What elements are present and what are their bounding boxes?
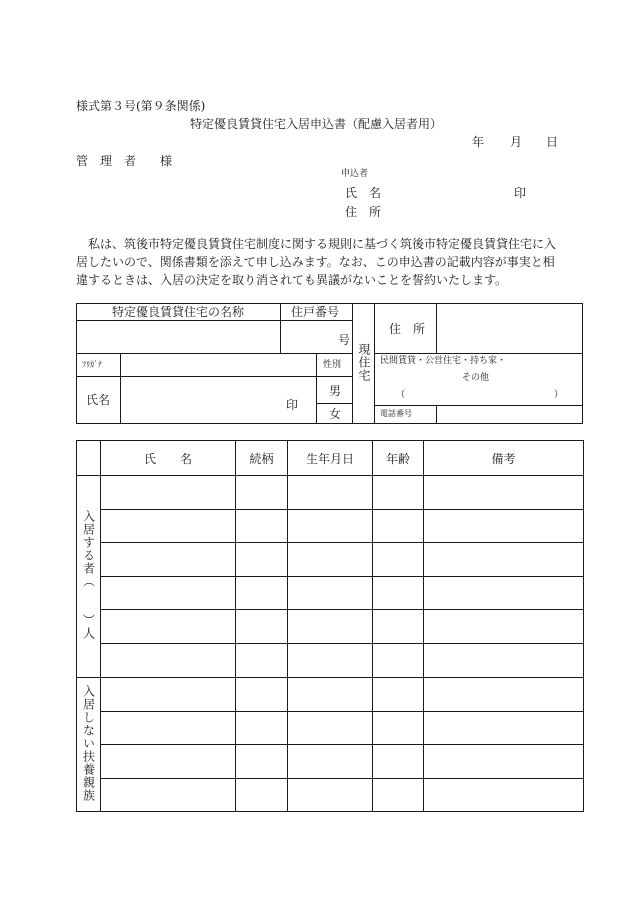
col-relation: 続柄 [236,441,288,476]
table-rule [374,405,583,406]
applicant-name-label: 氏 名 [345,186,382,200]
table-rule [352,303,353,424]
table-cell[interactable] [236,745,288,779]
table-rule [280,303,281,354]
applicant-label: 申込者 [341,169,369,179]
table-cell[interactable] [236,543,288,577]
table-cell[interactable] [424,543,584,577]
form-title: 特定優良賃貸住宅入居申込書（配慮入居者用） [190,117,443,131]
table-cell[interactable] [424,610,584,644]
furigana-label: ﾌﾘｶﾞﾅ [82,360,102,369]
table-rule [436,303,437,354]
property-name-label: 特定優良賃貸住宅の名称 [112,305,245,319]
table-row [77,610,584,644]
table-row [77,644,584,678]
header-corner [77,441,101,476]
table-cell[interactable] [424,577,584,610]
applicant-address-label: 住 所 [345,205,382,219]
table-cell[interactable] [236,678,288,712]
table-cell[interactable] [424,510,584,543]
name-seal: 印 [286,398,299,412]
table-cell[interactable] [101,577,236,610]
table-cell[interactable] [236,779,288,812]
table-cell[interactable] [236,610,288,644]
unit-number-label: 住戸番号 [291,305,340,319]
table-cell[interactable] [101,476,236,510]
paren-close: ） [554,390,564,400]
table-cell[interactable] [101,678,236,712]
table-border [76,303,77,424]
table-cell[interactable] [373,745,424,779]
current-residence-label: 現住宅 [357,343,371,382]
addressee: 管 理 者 様 [76,154,173,168]
table-cell[interactable] [373,712,424,745]
table-row [77,543,584,577]
pledge-line-2: 居したいので、関係書類を添えて申し込みます。なお、この申込書の記載内容が事実と相 [76,255,555,269]
form-number: 様式第３号(第９条関係) [76,99,206,113]
table-rule [316,353,317,424]
table-cell[interactable] [288,745,373,779]
table-row [77,510,584,543]
table-rule [76,376,352,377]
table-cell[interactable] [424,712,584,745]
table-cell[interactable] [288,577,373,610]
table-cell[interactable] [424,779,584,812]
table-cell[interactable] [373,510,424,543]
table-cell[interactable] [288,779,373,812]
col-name: 氏 名 [101,441,236,476]
pledge-line-1: 私は、筑後市特定優良賃貸住宅制度に関する規則に基づく筑後市特定優良賃貸住宅に入 [88,237,557,251]
table-cell[interactable] [288,543,373,577]
table-cell[interactable] [288,476,373,510]
pledge-line-3: 違するときは、入居の決定を取り消されても異議がないことを誓約いたします。 [76,273,508,287]
table-cell[interactable] [101,712,236,745]
table-cell[interactable] [236,644,288,678]
table-border [76,423,583,424]
table-cell[interactable] [424,678,584,712]
dependents-group-label: 入居しない扶養親族 [77,678,101,812]
table-cell[interactable] [288,644,373,678]
table-cell[interactable] [101,543,236,577]
table-rule [76,353,352,354]
table-row [77,476,584,510]
gender-female: 女 [329,407,342,421]
table-cell[interactable] [373,610,424,644]
table-cell[interactable] [373,644,424,678]
table-cell[interactable] [101,745,236,779]
table-row [77,779,584,812]
table-rule [316,403,353,404]
table-row [77,577,584,610]
residents-group-label: 入居する者（ ）人 [77,476,101,678]
table-border [76,303,583,304]
applicant-info-table [76,303,583,424]
unit-suffix: 号 [338,333,351,347]
table-cell[interactable] [424,476,584,510]
current-address-label: 住 所 [389,322,426,336]
day-label: 日 [546,135,559,149]
table-cell[interactable] [373,779,424,812]
table-cell[interactable] [288,678,373,712]
table-row [77,745,584,779]
table-cell[interactable] [101,779,236,812]
table-cell[interactable] [236,510,288,543]
gender-label: 性別 [323,360,342,370]
table-cell[interactable] [288,712,373,745]
col-age: 年齢 [373,441,424,476]
table-cell[interactable] [101,610,236,644]
table-cell[interactable] [236,577,288,610]
year-label: 年 [472,135,485,149]
table-row [77,712,584,745]
month-label: 月 [510,135,523,149]
phone-label: 電話番号 [380,409,412,418]
applicant-name-cell-label: 氏名 [86,393,111,407]
table-cell[interactable] [424,644,584,678]
table-cell[interactable] [236,712,288,745]
table-cell[interactable] [236,476,288,510]
gender-male: 男 [329,384,342,398]
col-notes: 備考 [424,441,584,476]
table-header-row [77,441,584,476]
table-cell[interactable] [373,678,424,712]
table-cell[interactable] [288,610,373,644]
table-rule [120,353,121,424]
applicant-seal: 印 [514,186,527,200]
housing-types: 民間賃貸・公営住宅・持ち家・ [380,356,507,366]
table-cell[interactable] [373,577,424,610]
table-rule [76,320,352,321]
table-cell[interactable] [101,644,236,678]
table-rule [436,405,437,424]
table-cell[interactable] [101,510,236,543]
table-rule [374,353,583,354]
table-row [77,678,584,712]
paren-open: （ [396,390,406,400]
table-cell[interactable] [373,543,424,577]
col-birthdate: 生年月日 [288,441,373,476]
housing-other: その他 [462,373,490,383]
table-cell[interactable] [424,745,584,779]
household-table [76,440,584,812]
table-cell[interactable] [373,476,424,510]
table-cell[interactable] [288,510,373,543]
